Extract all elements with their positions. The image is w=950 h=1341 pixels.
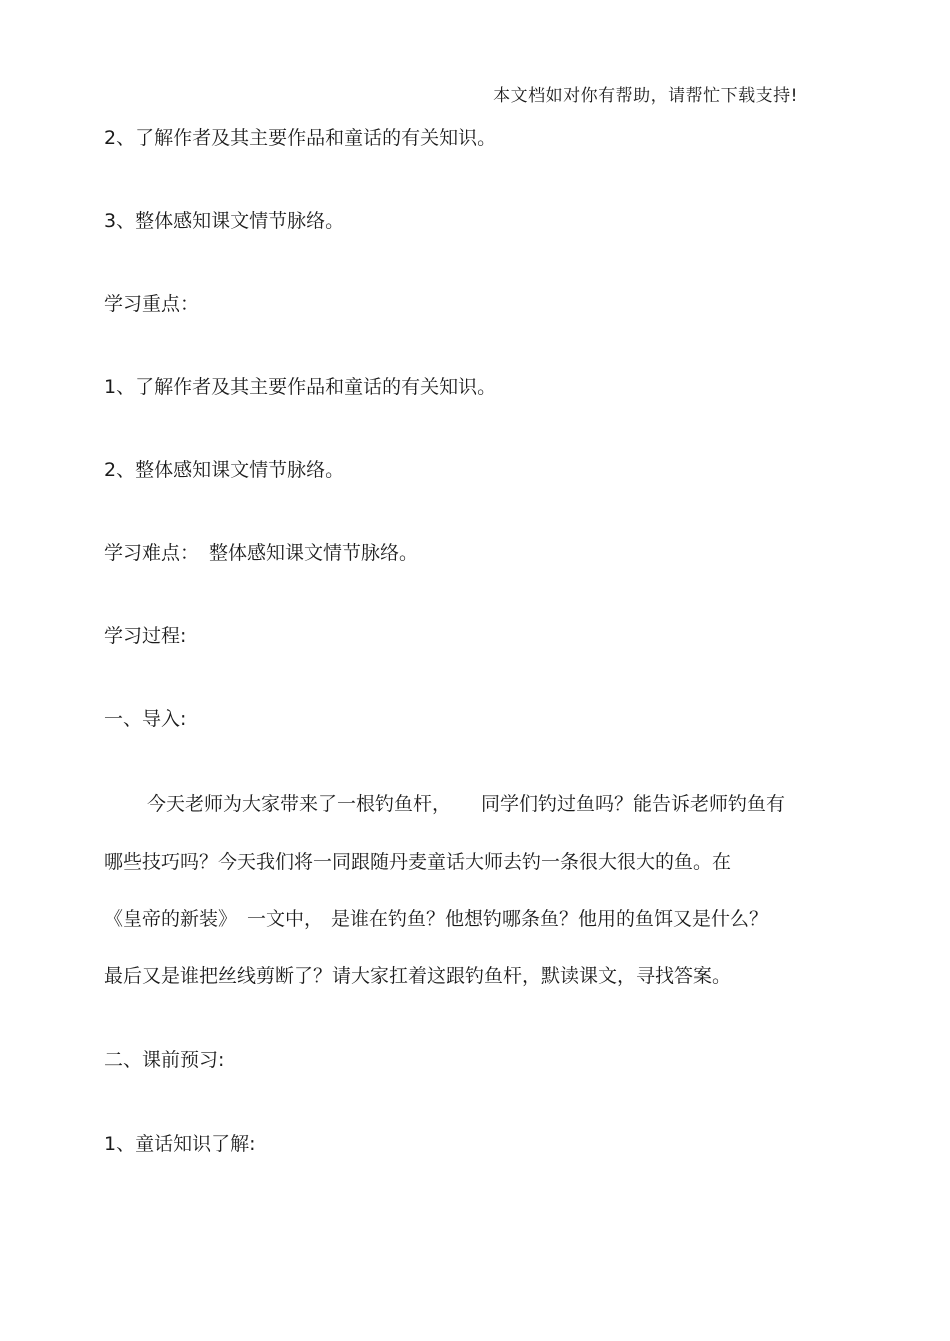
objective-2: 2、了解作者及其主要作品和童话的有关知识。 [104, 127, 497, 149]
intro-line1-part-b: 同学们钓过鱼吗？能告诉老师钓鱼有 [481, 793, 786, 815]
section-two-heading: 二、课前预习: [104, 1049, 225, 1071]
section-two-item-1: 1、童话知识了解: [104, 1133, 256, 1155]
intro-paragraph-line-1 [147, 791, 785, 817]
intro-paragraph-line-4: 最后又是谁把丝线剪断了？请大家扛着这跟钓鱼杆，默读课文，寻找答案。 [104, 965, 732, 987]
difficulty-label: 学习难点： [104, 542, 200, 564]
book-title: 《皇帝的新装》 [104, 908, 238, 930]
intro-paragraph-line-2: 哪些技巧吗？今天我们将一同跟随丹麦童话大师去钓一条很大很大的鱼。在 [104, 851, 732, 873]
section-one-heading: 一、导入: [104, 708, 187, 730]
key-point-1: 1、了解作者及其主要作品和童话的有关知识。 [104, 376, 497, 398]
objective-3: 3、整体感知课文情节脉络。 [104, 210, 345, 232]
process-heading: 学习过程: [104, 625, 187, 647]
intro-line1-part-a: 今天老师为大家带来了一根钓鱼杆， [147, 793, 452, 815]
difficulty-text: 整体感知课文情节脉络。 [209, 542, 419, 564]
header-note: 本文档如对你有帮助，请帮忙下载支持! [493, 86, 798, 106]
key-points-heading: 学习重点： [104, 293, 200, 315]
key-point-2: 2、整体感知课文情节脉络。 [104, 459, 345, 481]
difficulty-line [104, 540, 418, 566]
intro-line3-part-b: 一文中， [247, 908, 324, 930]
intro-paragraph-line-3 [104, 906, 768, 932]
intro-line3-part-c: 是谁在钓鱼？他想钓哪条鱼？他用的鱼饵又是什么？ [331, 908, 769, 930]
